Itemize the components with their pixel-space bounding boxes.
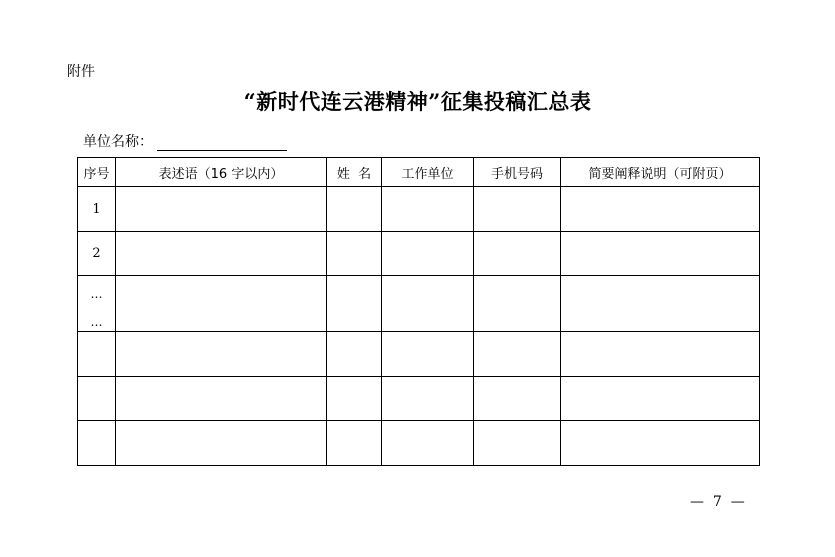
- table-row: [78, 232, 760, 276]
- attachment-label: 附件: [67, 64, 95, 80]
- name-cell: [327, 377, 382, 421]
- name-cell: [327, 332, 382, 377]
- work-unit-cell: [382, 377, 474, 421]
- explanation-cell: [561, 332, 760, 377]
- table-row: [78, 421, 760, 466]
- row-number-ellipsis: [78, 276, 116, 332]
- table-header-row: [78, 158, 760, 187]
- header-name: 姓 名: [327, 158, 382, 187]
- work-unit-cell: [382, 332, 474, 377]
- expression-cell: [116, 377, 327, 421]
- explanation-cell: [561, 187, 760, 232]
- page-title: “新时代连云港精神”征集投稿汇总表: [243, 89, 592, 114]
- phone-cell: [474, 187, 561, 232]
- ellipsis-top: …: [90, 287, 103, 301]
- work-unit-cell: [382, 187, 474, 232]
- table-row: [78, 377, 760, 421]
- explanation-cell: [561, 421, 760, 466]
- row-number: 2: [78, 232, 116, 276]
- name-cell: [327, 421, 382, 466]
- expression-cell: [116, 187, 327, 232]
- expression-cell: [116, 421, 327, 466]
- phone-cell: [474, 421, 561, 466]
- explanation-cell: [561, 232, 760, 276]
- unit-name-label: 单位名称：: [83, 134, 153, 150]
- work-unit-cell: [382, 232, 474, 276]
- row-number: [78, 332, 116, 377]
- expression-cell: [116, 332, 327, 377]
- table-row: [78, 276, 760, 332]
- work-unit-cell: [382, 421, 474, 466]
- phone-cell: [474, 276, 561, 332]
- submission-summary-table: [77, 157, 760, 466]
- header-explanation: 简要阐释说明（可附页）: [561, 158, 760, 187]
- header-phone: 手机号码: [474, 158, 561, 187]
- table-row: [78, 187, 760, 232]
- header-serial-number: 序号: [78, 158, 116, 187]
- row-number: [78, 421, 116, 466]
- row-number: 1: [78, 187, 116, 232]
- ellipsis-bottom: …: [90, 315, 103, 329]
- phone-cell: [474, 332, 561, 377]
- work-unit-cell: [382, 276, 474, 332]
- header-work-unit: 工作单位: [382, 158, 474, 187]
- explanation-cell: [561, 377, 760, 421]
- unit-name-blank: [157, 135, 287, 151]
- unit-name-line: [83, 131, 287, 151]
- name-cell: [327, 187, 382, 232]
- explanation-cell: [561, 276, 760, 332]
- row-number: [78, 377, 116, 421]
- page-number: — 7 —: [690, 494, 745, 510]
- table-row: [78, 332, 760, 377]
- name-cell: [327, 232, 382, 276]
- phone-cell: [474, 377, 561, 421]
- expression-cell: [116, 232, 327, 276]
- expression-cell: [116, 276, 327, 332]
- header-expression: 表述语（16 字以内）: [116, 158, 327, 187]
- name-cell: [327, 276, 382, 332]
- phone-cell: [474, 232, 561, 276]
